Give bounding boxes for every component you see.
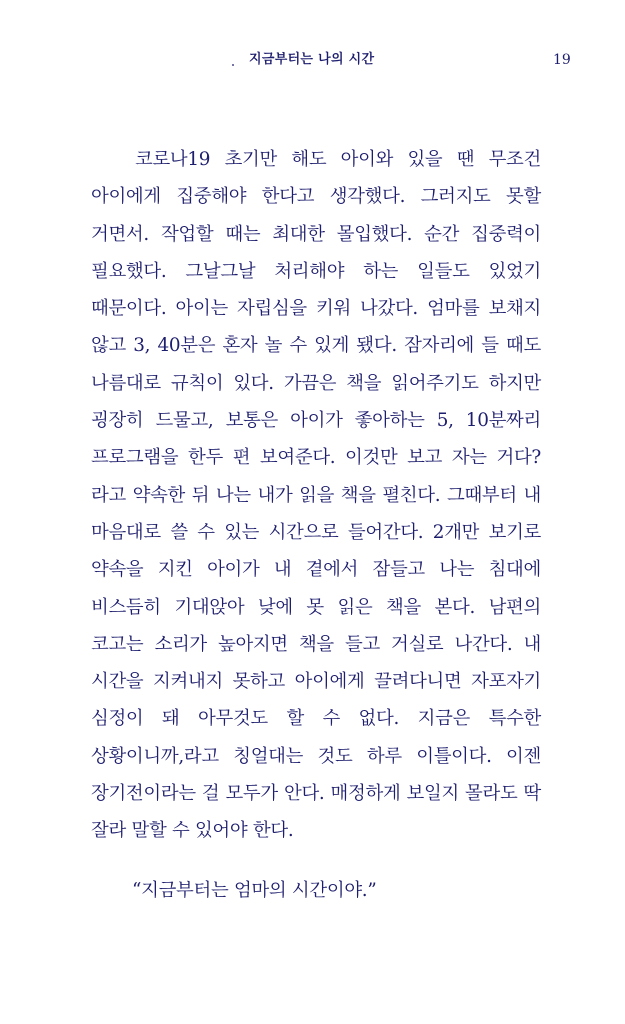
- header-dot: [232, 64, 234, 66]
- page-number: 19: [553, 52, 571, 68]
- quote-line: “지금부터는 엄마의 시간이야.”: [132, 880, 377, 901]
- running-head: [0, 48, 625, 72]
- running-title: 지금부터는 나의 시간: [249, 52, 375, 67]
- body-paragraph: 코로나19 초기만 해도 아이와 있을 땐 무조건 아이에게 집중해야 한다고 생각했다. 그러지도 못할 거면서. 작업할 때는 최대한 몰입했다. 순간 집중력이 필요했다. 그날그날 처리해야 하는 일들도 있었기 때문이다. 아이는 자립심을 키워 나갔다. 엄마를 보채지 않고 3, 40분은 혼자 놀 수 있게 됐다. 잠자리에 들 때도 나름대로 규칙이 있다. 가끔은 책을 읽어주기도 하지만 굉장히 드물고, 보통은 아이가 좋아하는 5, 10분짜리 프로그램을 한두 편 보여준다. 이것만 보고 자는 거다? 라고 약속한 뒤 나는 내가 읽을 책을 펼친다. 그때부터 내 마음대로 쓸 수 있는 시간으로 들어간다. 2개만 보기로 약속을 지킨 아이가 내 곁에서 잠들고 나는 침대에 비스듬히 기대앉아 낮에 못 읽은 책을 본다. 남편의 코고는 소리가 높아지면 책을 들고 거실로 나간다. 내 시간을 지켜내지 못하고 아이에게 끌려다니면 자포자기 심정이 돼 아무것도 할 수 없다. 지금은 특수한 상황이니까,라고 칭얼대는 것도 하루 이틀이다. 이젠 장기전이라는 걸 모두가 안다. 매정하게 보일지 몰라도 딱 잘라 말할 수 있어야 한다.: [91, 149, 541, 842]
